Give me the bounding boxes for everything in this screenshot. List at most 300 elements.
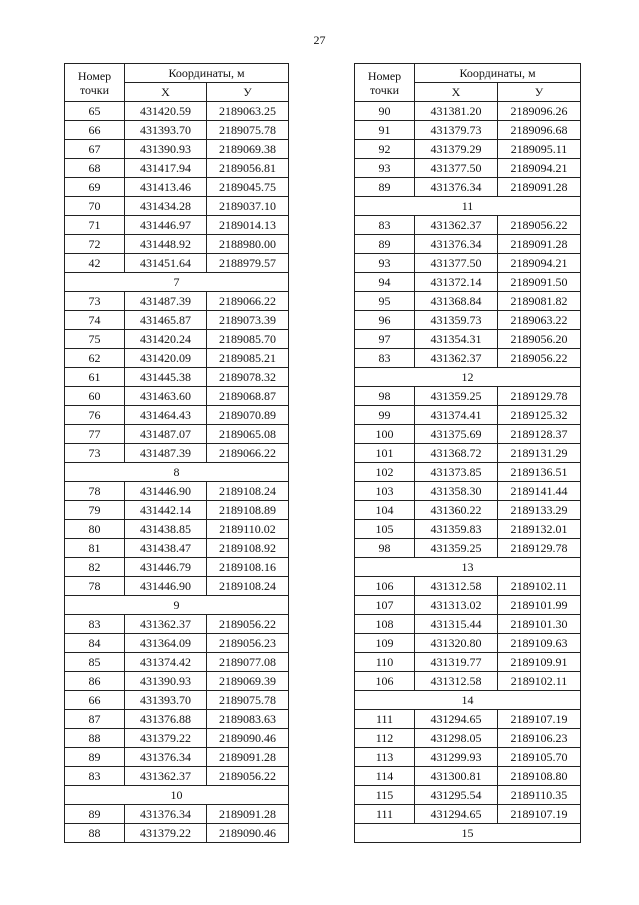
point-number-cell: 78 (65, 482, 125, 501)
x-coordinate-cell: 431364.09 (125, 634, 207, 653)
table-row (65, 729, 289, 748)
table-row (65, 387, 289, 406)
table-row (65, 121, 289, 140)
x-coordinate-cell: 431315.44 (415, 615, 498, 634)
point-number-cell: 94 (355, 273, 415, 292)
x-coordinate-cell: 431376.34 (125, 805, 207, 824)
x-coordinate-cell: 431487.39 (125, 444, 207, 463)
table-row (65, 368, 289, 387)
table-row (355, 330, 581, 349)
point-number-cell: 104 (355, 501, 415, 520)
table-row (355, 444, 581, 463)
point-number-cell: 81 (65, 539, 125, 558)
section-label: 14 (355, 691, 581, 710)
section-row (65, 463, 289, 482)
point-number-cell: 75 (65, 330, 125, 349)
x-coordinate-cell: 431445.38 (125, 368, 207, 387)
y-coordinate-cell: 2189091.28 (498, 178, 581, 197)
x-coordinate-cell: 431393.70 (125, 691, 207, 710)
point-number-cell: 115 (355, 786, 415, 805)
y-coordinate-cell: 2189129.78 (498, 387, 581, 406)
y-coordinate-cell: 2188979.57 (207, 254, 289, 273)
table-row (355, 406, 581, 425)
y-coordinate-cell: 2189095.11 (498, 140, 581, 159)
table-row (355, 748, 581, 767)
x-coordinate-cell: 431420.09 (125, 349, 207, 368)
x-coordinate-cell: 431446.97 (125, 216, 207, 235)
table-row (65, 767, 289, 786)
point-number-header: Номер точки (355, 64, 415, 102)
x-coordinate-cell: 431374.42 (125, 653, 207, 672)
x-coordinate-cell: 431417.94 (125, 159, 207, 178)
y-coordinate-cell: 2189081.82 (498, 292, 581, 311)
point-number-cell: 73 (65, 292, 125, 311)
x-coordinate-cell: 431379.22 (125, 824, 207, 843)
y-coordinate-cell: 2189108.16 (207, 558, 289, 577)
table-row (65, 406, 289, 425)
x-coordinate-cell: 431379.29 (415, 140, 498, 159)
table-row (355, 501, 581, 520)
y-coordinate-cell: 2189069.39 (207, 672, 289, 691)
x-coordinate-cell: 431372.14 (415, 273, 498, 292)
point-number-cell: 109 (355, 634, 415, 653)
y-coordinate-cell: 2189106.23 (498, 729, 581, 748)
y-coordinate-cell: 2189091.50 (498, 273, 581, 292)
y-coordinate-cell: 2189066.22 (207, 444, 289, 463)
point-number-header: Номер точки (65, 64, 125, 102)
table-row (65, 444, 289, 463)
x-coordinate-cell: 431312.58 (415, 577, 498, 596)
point-number-cell: 78 (65, 577, 125, 596)
table-row (355, 634, 581, 653)
point-number-cell: 65 (65, 102, 125, 121)
y-coordinate-cell: 2189083.63 (207, 710, 289, 729)
x-coordinate-cell: 431446.79 (125, 558, 207, 577)
y-coordinate-cell: 2189101.99 (498, 596, 581, 615)
point-number-cell: 89 (65, 748, 125, 767)
x-coordinate-cell: 431294.65 (415, 805, 498, 824)
y-coordinate-cell: 2189037.10 (207, 197, 289, 216)
point-number-cell: 107 (355, 596, 415, 615)
table-row (65, 539, 289, 558)
point-number-cell: 88 (65, 729, 125, 748)
y-coordinate-cell: 2189110.35 (498, 786, 581, 805)
x-coordinate-cell: 431299.93 (415, 748, 498, 767)
x-coordinate-cell: 431390.93 (125, 140, 207, 159)
point-number-cell: 113 (355, 748, 415, 767)
x-coordinate-cell: 431295.54 (415, 786, 498, 805)
section-row (355, 197, 581, 216)
x-coordinate-cell: 431313.02 (415, 596, 498, 615)
x-coordinate-cell: 431377.50 (415, 254, 498, 273)
y-coordinate-cell: 2189085.21 (207, 349, 289, 368)
x-coordinate-cell: 431390.93 (125, 672, 207, 691)
x-coordinate-cell: 431465.87 (125, 311, 207, 330)
x-coordinate-cell: 431377.50 (415, 159, 498, 178)
y-coordinate-cell: 2189136.51 (498, 463, 581, 482)
table-row (65, 102, 289, 121)
point-number-cell: 66 (65, 691, 125, 710)
x-coordinate-cell: 431487.07 (125, 425, 207, 444)
table-row (355, 178, 581, 197)
section-label: 15 (355, 824, 581, 843)
y-coordinate-cell: 2189056.20 (498, 330, 581, 349)
y-coordinate-cell: 2189094.21 (498, 254, 581, 273)
y-coordinate-cell: 2189090.46 (207, 824, 289, 843)
point-number-cell: 79 (65, 501, 125, 520)
x-coordinate-cell: 431448.92 (125, 235, 207, 254)
x-coordinate-cell: 431359.25 (415, 539, 498, 558)
x-coordinate-cell: 431374.41 (415, 406, 498, 425)
coordinates-header: Координаты, м (125, 64, 289, 83)
point-number-cell: 83 (65, 615, 125, 634)
table-row (355, 140, 581, 159)
table-row (65, 558, 289, 577)
y-coordinate-cell: 2189096.68 (498, 121, 581, 140)
point-number-cell: 62 (65, 349, 125, 368)
y-coordinate-cell: 2189056.22 (498, 349, 581, 368)
table-row (65, 520, 289, 539)
x-coordinate-cell: 431376.34 (415, 235, 498, 254)
y-coordinate-cell: 2189070.89 (207, 406, 289, 425)
y-coordinate-cell: 2189108.24 (207, 577, 289, 596)
x-coordinate-cell: 431446.90 (125, 577, 207, 596)
x-coordinate-cell: 431312.58 (415, 672, 498, 691)
point-number-cell: 80 (65, 520, 125, 539)
table-row (355, 216, 581, 235)
section-row (355, 824, 581, 843)
y-coordinate-cell: 2189056.22 (207, 615, 289, 634)
table-row (65, 292, 289, 311)
table-row (355, 463, 581, 482)
table-row (65, 653, 289, 672)
point-number-cell: 98 (355, 387, 415, 406)
y-coordinate-cell: 2189109.63 (498, 634, 581, 653)
point-number-cell: 61 (65, 368, 125, 387)
point-number-cell: 83 (65, 767, 125, 786)
point-number-cell: 82 (65, 558, 125, 577)
y-coordinate-cell: 2189108.92 (207, 539, 289, 558)
y-coordinate-cell: 2189085.70 (207, 330, 289, 349)
x-coordinate-cell: 431376.34 (125, 748, 207, 767)
point-number-cell: 90 (355, 102, 415, 121)
coordinates-table-left (64, 63, 289, 843)
point-number-cell: 89 (65, 805, 125, 824)
point-number-cell: 114 (355, 767, 415, 786)
point-number-cell: 96 (355, 311, 415, 330)
table-row (355, 273, 581, 292)
y-coordinate-cell: 2189108.24 (207, 482, 289, 501)
section-label: 10 (65, 786, 289, 805)
table-row (355, 615, 581, 634)
y-coordinate-cell: 2189141.44 (498, 482, 581, 501)
x-coordinate-cell: 431434.28 (125, 197, 207, 216)
table-row (355, 482, 581, 501)
section-label: 9 (65, 596, 289, 615)
point-number-cell: 108 (355, 615, 415, 634)
y-coordinate-cell: 2188980.00 (207, 235, 289, 254)
point-number-cell: 76 (65, 406, 125, 425)
point-number-cell: 111 (355, 710, 415, 729)
x-coordinate-cell: 431360.22 (415, 501, 498, 520)
point-number-cell: 72 (65, 235, 125, 254)
point-number-cell: 105 (355, 520, 415, 539)
x-coordinate-cell: 431362.37 (125, 767, 207, 786)
point-number-cell: 71 (65, 216, 125, 235)
x-coordinate-cell: 431362.37 (415, 216, 498, 235)
table-body (355, 102, 581, 843)
y-coordinate-cell: 2189066.22 (207, 292, 289, 311)
point-number-cell: 106 (355, 577, 415, 596)
point-number-cell: 92 (355, 140, 415, 159)
table-row (65, 254, 289, 273)
point-number-cell: 66 (65, 121, 125, 140)
table-row (355, 653, 581, 672)
table-row (355, 596, 581, 615)
y-header: У (207, 83, 289, 102)
point-number-cell: 83 (355, 349, 415, 368)
table-row (65, 615, 289, 634)
x-coordinate-cell: 431362.37 (125, 615, 207, 634)
x-coordinate-cell: 431354.31 (415, 330, 498, 349)
y-coordinate-cell: 2189108.89 (207, 501, 289, 520)
y-coordinate-cell: 2189094.21 (498, 159, 581, 178)
point-number-cell: 85 (65, 653, 125, 672)
point-number-cell: 98 (355, 539, 415, 558)
y-coordinate-cell: 2189056.81 (207, 159, 289, 178)
y-coordinate-cell: 2189108.80 (498, 767, 581, 786)
table-row (65, 311, 289, 330)
table-row (65, 330, 289, 349)
table-row (355, 235, 581, 254)
point-number-cell: 86 (65, 672, 125, 691)
point-number-cell: 95 (355, 292, 415, 311)
y-coordinate-cell: 2189077.08 (207, 653, 289, 672)
point-number-cell: 100 (355, 425, 415, 444)
point-number-cell: 60 (65, 387, 125, 406)
table-row (355, 349, 581, 368)
table-row (355, 520, 581, 539)
table-row (355, 805, 581, 824)
table-row (65, 425, 289, 444)
table-row (355, 159, 581, 178)
table-row (65, 178, 289, 197)
y-coordinate-cell: 2189131.29 (498, 444, 581, 463)
y-coordinate-cell: 2189065.08 (207, 425, 289, 444)
y-coordinate-cell: 2189129.78 (498, 539, 581, 558)
point-number-cell: 89 (355, 178, 415, 197)
y-coordinate-cell: 2189063.25 (207, 102, 289, 121)
y-coordinate-cell: 2189125.32 (498, 406, 581, 425)
x-coordinate-cell: 431393.70 (125, 121, 207, 140)
point-number-cell: 89 (355, 235, 415, 254)
table-row (65, 140, 289, 159)
point-number-cell: 112 (355, 729, 415, 748)
y-coordinate-cell: 2189132.01 (498, 520, 581, 539)
y-coordinate-cell: 2189109.91 (498, 653, 581, 672)
y-coordinate-cell: 2189073.39 (207, 311, 289, 330)
x-coordinate-cell: 431358.30 (415, 482, 498, 501)
section-label: 7 (65, 273, 289, 292)
point-number-cell: 93 (355, 254, 415, 273)
table-row (65, 482, 289, 501)
table-row (65, 634, 289, 653)
y-coordinate-cell: 2189102.11 (498, 577, 581, 596)
x-coordinate-cell: 431442.14 (125, 501, 207, 520)
table-row (65, 197, 289, 216)
section-row (355, 558, 581, 577)
x-coordinate-cell: 431487.39 (125, 292, 207, 311)
y-coordinate-cell: 2189075.78 (207, 691, 289, 710)
table-row (355, 121, 581, 140)
x-coordinate-cell: 431368.84 (415, 292, 498, 311)
table-row (65, 710, 289, 729)
point-number-cell: 111 (355, 805, 415, 824)
section-label: 8 (65, 463, 289, 482)
x-coordinate-cell: 431298.05 (415, 729, 498, 748)
x-coordinate-cell: 431446.90 (125, 482, 207, 501)
section-row (355, 691, 581, 710)
x-coordinate-cell: 431376.88 (125, 710, 207, 729)
x-coordinate-cell: 431359.73 (415, 311, 498, 330)
point-number-cell: 84 (65, 634, 125, 653)
table-row (355, 254, 581, 273)
y-coordinate-cell: 2189075.78 (207, 121, 289, 140)
point-number-cell: 97 (355, 330, 415, 349)
y-coordinate-cell: 2189105.70 (498, 748, 581, 767)
section-label: 12 (355, 368, 581, 387)
x-coordinate-cell: 431463.60 (125, 387, 207, 406)
x-coordinate-cell: 431294.65 (415, 710, 498, 729)
y-coordinate-cell: 2189063.22 (498, 311, 581, 330)
x-header: Х (125, 83, 207, 102)
x-coordinate-cell: 431359.25 (415, 387, 498, 406)
table-row (355, 102, 581, 121)
x-coordinate-cell: 431320.80 (415, 634, 498, 653)
y-coordinate-cell: 2189101.30 (498, 615, 581, 634)
point-number-cell: 42 (65, 254, 125, 273)
y-coordinate-cell: 2189107.19 (498, 710, 581, 729)
y-coordinate-cell: 2189110.02 (207, 520, 289, 539)
x-coordinate-cell: 431375.69 (415, 425, 498, 444)
y-coordinate-cell: 2189107.19 (498, 805, 581, 824)
y-coordinate-cell: 2189069.38 (207, 140, 289, 159)
section-row (65, 273, 289, 292)
y-coordinate-cell: 2189078.32 (207, 368, 289, 387)
x-coordinate-cell: 431438.85 (125, 520, 207, 539)
y-coordinate-cell: 2189096.26 (498, 102, 581, 121)
table-row (65, 216, 289, 235)
x-header: Х (415, 83, 498, 102)
x-coordinate-cell: 431319.77 (415, 653, 498, 672)
x-coordinate-cell: 431359.83 (415, 520, 498, 539)
table-row (355, 292, 581, 311)
point-number-cell: 73 (65, 444, 125, 463)
table-row (355, 311, 581, 330)
point-number-cell: 101 (355, 444, 415, 463)
point-number-cell: 67 (65, 140, 125, 159)
point-number-cell: 91 (355, 121, 415, 140)
y-coordinate-cell: 2189091.28 (498, 235, 581, 254)
table-row (65, 501, 289, 520)
y-coordinate-cell: 2189090.46 (207, 729, 289, 748)
x-coordinate-cell: 431373.85 (415, 463, 498, 482)
table-row (355, 577, 581, 596)
x-coordinate-cell: 431451.64 (125, 254, 207, 273)
point-number-cell: 102 (355, 463, 415, 482)
section-row (65, 786, 289, 805)
section-label: 11 (355, 197, 581, 216)
y-header: У (498, 83, 581, 102)
x-coordinate-cell: 431420.24 (125, 330, 207, 349)
x-coordinate-cell: 431379.73 (415, 121, 498, 140)
point-number-cell: 70 (65, 197, 125, 216)
table-row (65, 672, 289, 691)
table-row (65, 691, 289, 710)
table-row (355, 767, 581, 786)
point-number-cell: 93 (355, 159, 415, 178)
coordinates-table-right (354, 63, 581, 843)
table-row (355, 786, 581, 805)
table-row (65, 748, 289, 767)
point-number-cell: 88 (65, 824, 125, 843)
x-coordinate-cell: 431420.59 (125, 102, 207, 121)
section-row (355, 368, 581, 387)
y-coordinate-cell: 2189045.75 (207, 178, 289, 197)
page-number: 27 (313, 33, 326, 47)
y-coordinate-cell: 2189128.37 (498, 425, 581, 444)
table-row (65, 805, 289, 824)
y-coordinate-cell: 2189102.11 (498, 672, 581, 691)
x-coordinate-cell: 431413.46 (125, 178, 207, 197)
y-coordinate-cell: 2189056.22 (207, 767, 289, 786)
table-row (355, 539, 581, 558)
point-number-cell: 69 (65, 178, 125, 197)
point-number-cell: 74 (65, 311, 125, 330)
section-label: 13 (355, 558, 581, 577)
point-number-cell: 103 (355, 482, 415, 501)
y-coordinate-cell: 2189133.29 (498, 501, 581, 520)
x-coordinate-cell: 431368.72 (415, 444, 498, 463)
point-number-cell: 99 (355, 406, 415, 425)
table-row (355, 425, 581, 444)
y-coordinate-cell: 2189091.28 (207, 748, 289, 767)
x-coordinate-cell: 431376.34 (415, 178, 498, 197)
table-row (355, 672, 581, 691)
point-number-cell: 106 (355, 672, 415, 691)
point-number-cell: 68 (65, 159, 125, 178)
x-coordinate-cell: 431464.43 (125, 406, 207, 425)
table-row (355, 729, 581, 748)
x-coordinate-cell: 431381.20 (415, 102, 498, 121)
table-row (65, 235, 289, 254)
y-coordinate-cell: 2189056.22 (498, 216, 581, 235)
y-coordinate-cell: 2189091.28 (207, 805, 289, 824)
table-body (65, 102, 289, 843)
table-row (65, 577, 289, 596)
point-number-cell: 87 (65, 710, 125, 729)
x-coordinate-cell: 431362.37 (415, 349, 498, 368)
point-number-cell: 110 (355, 653, 415, 672)
x-coordinate-cell: 431300.81 (415, 767, 498, 786)
table-row (355, 710, 581, 729)
section-row (65, 596, 289, 615)
table-row (65, 159, 289, 178)
y-coordinate-cell: 2189068.87 (207, 387, 289, 406)
coordinates-header: Координаты, м (415, 64, 581, 83)
table-row (65, 349, 289, 368)
table-row (355, 387, 581, 406)
